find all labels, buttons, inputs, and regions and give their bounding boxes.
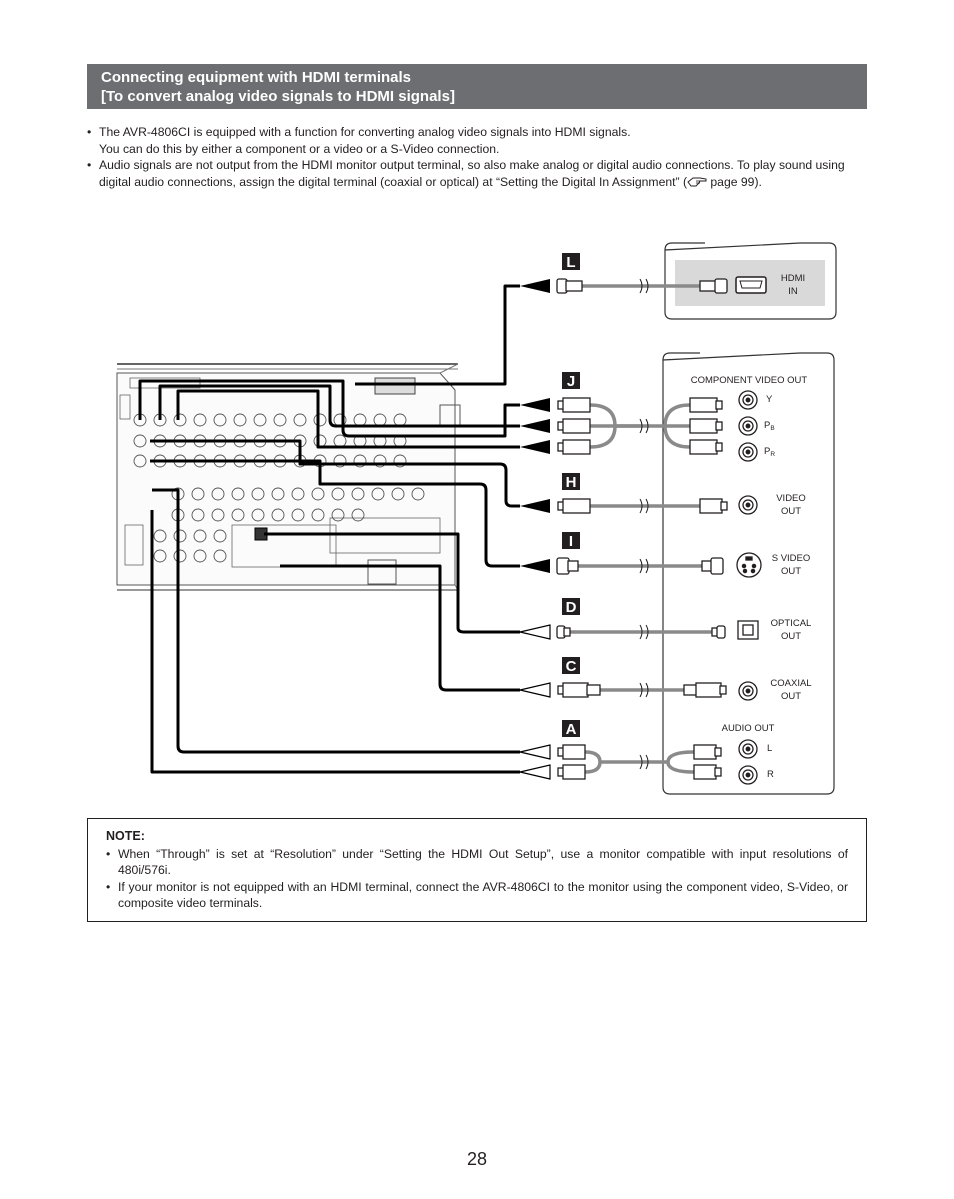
optical-out-label: OPTICAL: [770, 618, 812, 629]
hdmi-plug-icon: [700, 281, 716, 291]
svg-text:J: J: [566, 373, 576, 390]
svg-text:C: C: [565, 658, 577, 675]
svg-text:I: I: [568, 533, 574, 550]
svg-text:H: H: [565, 474, 577, 491]
optical-out-label: OUT: [780, 631, 802, 642]
badge-optical: [562, 598, 580, 616]
badge-video: [562, 473, 580, 491]
intro-text: You can do this by either a component or a video or a S-Video connection.: [99, 141, 500, 156]
svg-text:L: L: [566, 254, 576, 271]
receiver-rear-panel: [117, 364, 460, 590]
note-text: When “Through” is set at “Resolution” under “Setting the HDMI Out Setup”, use a monitor compatible with input resolutions of 480i/576i.: [118, 846, 848, 877]
note-text: If your monitor is not equipped with an HDMI terminal, connect the AVR-4806CI to the monitor using the component video, S-Video, or composite video terminals.: [118, 879, 848, 910]
letter-badges: [562, 253, 580, 738]
note-box: [87, 818, 867, 922]
section-title-line2: [To convert analog video signals to HDMI signals]: [101, 88, 455, 105]
intro-bullet: • The AVR-4806CI is equipped with a function for converting analog video signals into HDMI signals. You can do this by either a component or a video or a S-Video connection.: [87, 125, 631, 156]
pb-label: $P_B$: [764, 420, 775, 432]
badge-audio: [562, 720, 580, 738]
cable-break-marks: [640, 279, 648, 769]
y-label: Y: [766, 394, 773, 405]
section-title-line1: Connecting equipment with HDMI terminals: [101, 69, 412, 86]
pr-label: $P_R$: [764, 446, 776, 458]
audio-out-label: AUDIO OUT: [721, 723, 775, 734]
intro-bullet: • Audio signals are not output from the HDMI monitor output terminal, so also make analog or digital audio connections. To play sound using digital audio connections, assign the digital terminal (coaxial or optical) at “Setting the Digital In Assignment” ( page 99).: [87, 158, 845, 189]
badge-component: [562, 372, 580, 390]
monitor-box: [665, 243, 836, 319]
audio-r-label: R: [767, 769, 774, 780]
svideo-plug-icon: [557, 558, 569, 574]
badge-hdmi: [562, 253, 580, 271]
video-out-label: OUT: [780, 506, 802, 517]
note-bullet: • When “Through” is set at “Resolution” under “Setting the HDMI Out Setup”, use a monitor compatible with input resolutions of 480i/576i.: [106, 846, 848, 877]
component-video-out-label: COMPONENT VIDEO OUT: [690, 375, 808, 386]
plugs: [557, 279, 727, 779]
arrowheads: [520, 279, 550, 779]
source-device-box: [663, 353, 834, 794]
badge-svideo: [562, 532, 580, 550]
note-title: NOTE:: [106, 829, 145, 843]
intro-text: The AVR-4806CI is equipped with a function for converting analog video signals into HDMI signals.: [99, 125, 631, 139]
coaxial-out-label: COAXIAL: [770, 678, 812, 689]
audio-l-label: L: [767, 743, 773, 754]
badge-coaxial: [562, 657, 580, 675]
video-out-label: VIDEO: [776, 493, 806, 504]
svideo-out-label: OUT: [780, 566, 802, 577]
page-number: 28: [466, 1149, 488, 1169]
hdmi-in-label: IN: [788, 286, 798, 297]
svg-text:A: A: [565, 721, 577, 738]
intro-text: page 99).: [707, 174, 762, 189]
hdmi-in-label: HDMI: [780, 273, 806, 284]
svg-text:D: D: [565, 599, 577, 616]
svideo-out-label: S VIDEO: [771, 553, 811, 564]
note-bullet: • If your monitor is not equipped with an HDMI terminal, connect the AVR-4806CI to the monitor using the component video, S-Video, or composite video terminals.: [106, 879, 848, 910]
intro-text: Audio signals are not output from the HDMI monitor output terminal, so also make analog or digital audio connections. To play sound using digital audio connections, assign the digital terminal (coaxial or optical) at “Setting the Digital In Assignment” (: [99, 158, 845, 189]
coaxial-out-label: OUT: [780, 691, 802, 702]
